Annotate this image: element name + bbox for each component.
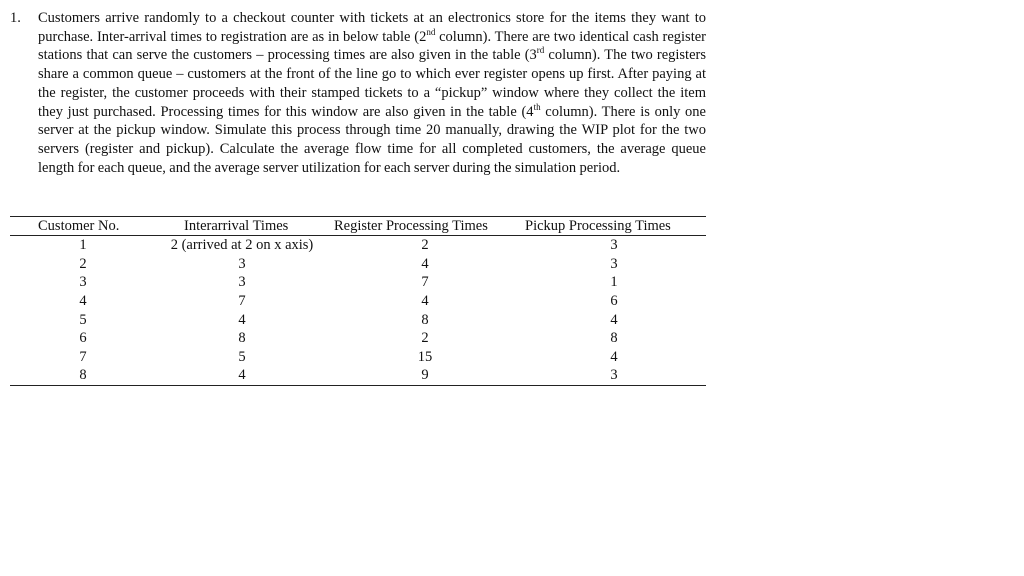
interarrival-cell: 8 — [238, 330, 246, 347]
register-time-cell: 2 — [421, 330, 429, 347]
pickup-time-cell: 8 — [610, 330, 618, 347]
customer-no-cell: 2 — [79, 255, 87, 272]
interarrival-cell: 4 — [156, 366, 328, 385]
register-time-cell: 15 — [417, 348, 433, 365]
interarrival-cell: 2 (arrived at 2 on x axis) — [170, 237, 314, 254]
header-interarrival-times: Interarrival Times — [156, 217, 328, 236]
register-time-cell: 4 — [421, 255, 429, 272]
customer-no-cell: 1 — [79, 237, 87, 254]
customer-no-cell: 7 — [79, 348, 87, 365]
pickup-time-cell: 3 — [610, 255, 618, 272]
problem-number: 1. — [10, 10, 21, 26]
superscript-2nd: nd — [426, 26, 436, 37]
table-row — [10, 348, 706, 367]
header-pickup-processing-times: Pickup Processing Times — [522, 217, 706, 236]
interarrival-cell: 5 — [238, 348, 246, 365]
pickup-time-cell: 4 — [610, 348, 618, 365]
table-row — [10, 329, 706, 348]
table-row — [10, 310, 706, 329]
problem-text — [38, 9, 706, 177]
customer-no-cell: 4 — [79, 293, 87, 310]
header-register-processing-times: Register Processing Times — [328, 217, 522, 236]
problem-text-part1: Customers arrive randomly to a checkout counter with tickets at an electronics store for the items they want to purchase. Inter-arrival times to registration are as in below table (2 — [38, 10, 706, 45]
register-time-cell: 9 — [328, 366, 522, 385]
header-customer-no: Customer No. — [10, 217, 156, 236]
pickup-time-cell: 1 — [610, 274, 618, 291]
superscript-3rd: rd — [536, 45, 545, 56]
problem-text-part3: column). The two registers share a common queue – customers at the front of the line go to which ever register opens up first. After paying at the register, the customer proceeds with their stamped tickets to a “pickup” window where they collect the item they just purchased. Processing times for this window are also given in the table (4 — [38, 47, 706, 120]
interarrival-cell: 3 — [238, 274, 246, 291]
interarrival-cell: 7 — [238, 293, 246, 310]
customer-no-cell: 5 — [79, 311, 87, 328]
problem-text-part4: column). There is only one server at the pickup window. Simulate this process through time 20 manually, drawing the WIP plot for the two servers (register and pickup). Calculate the average flow time for all completed customers, the average queue length for each queue, and the average server utilization for each server during the simulation period. — [38, 103, 706, 176]
superscript-4th: th — [533, 101, 541, 112]
pickup-time-cell: 3 — [522, 366, 706, 385]
interarrival-cell: 4 — [238, 311, 246, 328]
customer-no-cell: 6 — [79, 330, 87, 347]
interarrival-cell: 3 — [238, 255, 246, 272]
register-time-cell: 7 — [421, 274, 429, 291]
problem-text-part2: column). There are two identical cash register stations that can serve the customers – processing times are also given in the table (3 — [38, 28, 706, 64]
table-row — [10, 236, 706, 255]
problem-statement — [10, 9, 706, 177]
pickup-time-cell: 4 — [610, 311, 618, 328]
table-row — [10, 366, 706, 385]
table-row — [10, 292, 706, 311]
register-time-cell: 2 — [421, 237, 429, 254]
table-row — [10, 273, 706, 292]
customer-no-cell: 8 — [10, 366, 156, 385]
customer-no-cell: 3 — [79, 274, 87, 291]
register-time-cell: 4 — [421, 293, 429, 310]
pickup-time-cell: 6 — [610, 293, 618, 310]
customer-data-table — [10, 216, 706, 386]
pickup-time-cell: 3 — [610, 237, 618, 254]
table-header-row — [10, 217, 706, 236]
register-time-cell: 8 — [421, 311, 429, 328]
table-row — [10, 255, 706, 274]
